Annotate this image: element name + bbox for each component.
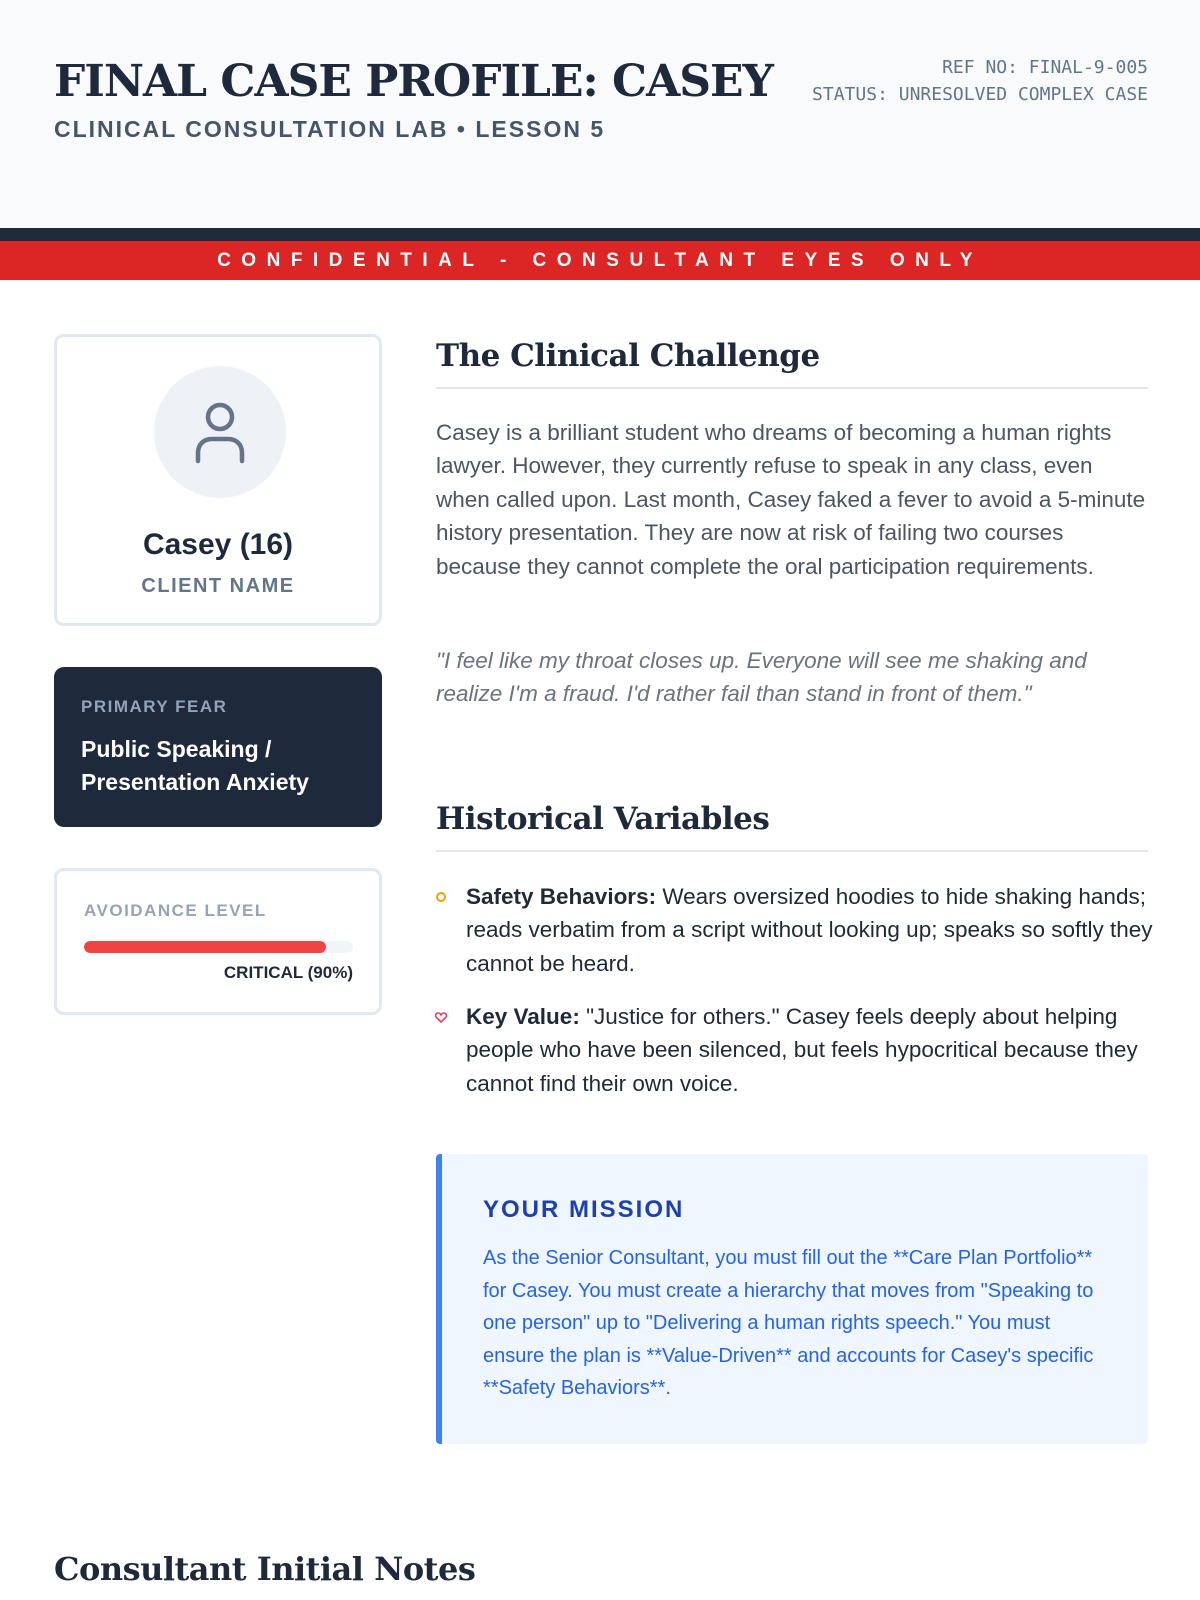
avoidance-status: CRITICAL (90%): [223, 963, 353, 982]
challenge-heading: The Clinical Challenge: [436, 338, 820, 374]
header-divider: [0, 228, 1200, 241]
mission-body: As the Senior Consultant, you must fill out the **Care Plan Portfolio** for Casey. You must create a hierarchy that moves from "Speaking to one person" up to "Delivering a human rights speech." You must ensure the plan is **Value-Driven** and accounts for Casey's specific **Safety Behaviors**.: [483, 1247, 1094, 1399]
primary-fear-card: [54, 667, 382, 827]
challenge-divider: [436, 387, 1148, 389]
mission-title: YOUR MISSION: [483, 1196, 685, 1223]
case-status: STATUS: UNRESOLVED COMPLEX CASE: [812, 84, 1148, 105]
user-icon: [192, 399, 248, 465]
page-title: FINAL CASE PROFILE: CASEY: [54, 56, 773, 107]
safety-behaviors-label: Safety Behaviors:: [466, 884, 657, 909]
primary-fear-value: Public Speaking / Presentation Anxiety: [81, 736, 309, 795]
page-subtitle: CLINICAL CONSULTATION LAB • LESSON 5: [54, 116, 606, 142]
avoidance-label: AVOIDANCE LEVEL: [84, 901, 267, 920]
safety-behaviors-text: Wears oversized hoodies to hide shaking hands; reads verbatim from a script without looking up; speaks so softly they cannot be heard.: [466, 884, 1153, 976]
avoidance-card: [54, 868, 382, 1015]
confidential-banner: CONFIDENTIAL - CONSULTANT EYES ONLY: [0, 241, 1200, 280]
ref-number: REF NO: FINAL-9-005: [942, 57, 1148, 78]
heart-icon: [434, 1010, 448, 1029]
mission-callout: [436, 1154, 1148, 1444]
shield-icon: [434, 890, 448, 909]
avoidance-progress-track: [84, 941, 353, 953]
page-header: [0, 0, 1200, 228]
avatar: [154, 366, 286, 498]
client-card: [54, 334, 382, 626]
key-value-label: Key Value:: [466, 1004, 580, 1029]
list-item: [466, 1000, 1156, 1100]
list-item: [466, 880, 1156, 980]
notes-heading: Consultant Initial Notes: [54, 1550, 476, 1588]
primary-fear-label: PRIMARY FEAR: [81, 697, 228, 716]
client-name-label: CLIENT NAME: [141, 575, 295, 597]
challenge-paragraph: Casey is a brilliant student who dreams of becoming a human rights lawyer. However, they currently refuse to speak in any class, even when called upon. Last month, Casey faked a fever to avoid a 5-minute history presentation. They are now at risk of failing two courses because they cannot complete the oral participation requirements.: [436, 420, 1146, 579]
client-quote: "I feel like my throat closes up. Everyone will see me shaking and realize I'm a fraud. I'd rather fail than stand in front of them.": [436, 648, 1087, 707]
case-reference: [812, 54, 1148, 108]
history-divider: [436, 850, 1148, 852]
history-heading: Historical Variables: [436, 801, 770, 837]
avoidance-progress-fill: [84, 941, 326, 953]
client-name: Casey (16): [142, 528, 294, 561]
key-value-text: "Justice for others." Casey feels deeply about helping people who have been silenced, but feels hypocritical because they cannot find their own voice.: [466, 1004, 1138, 1096]
